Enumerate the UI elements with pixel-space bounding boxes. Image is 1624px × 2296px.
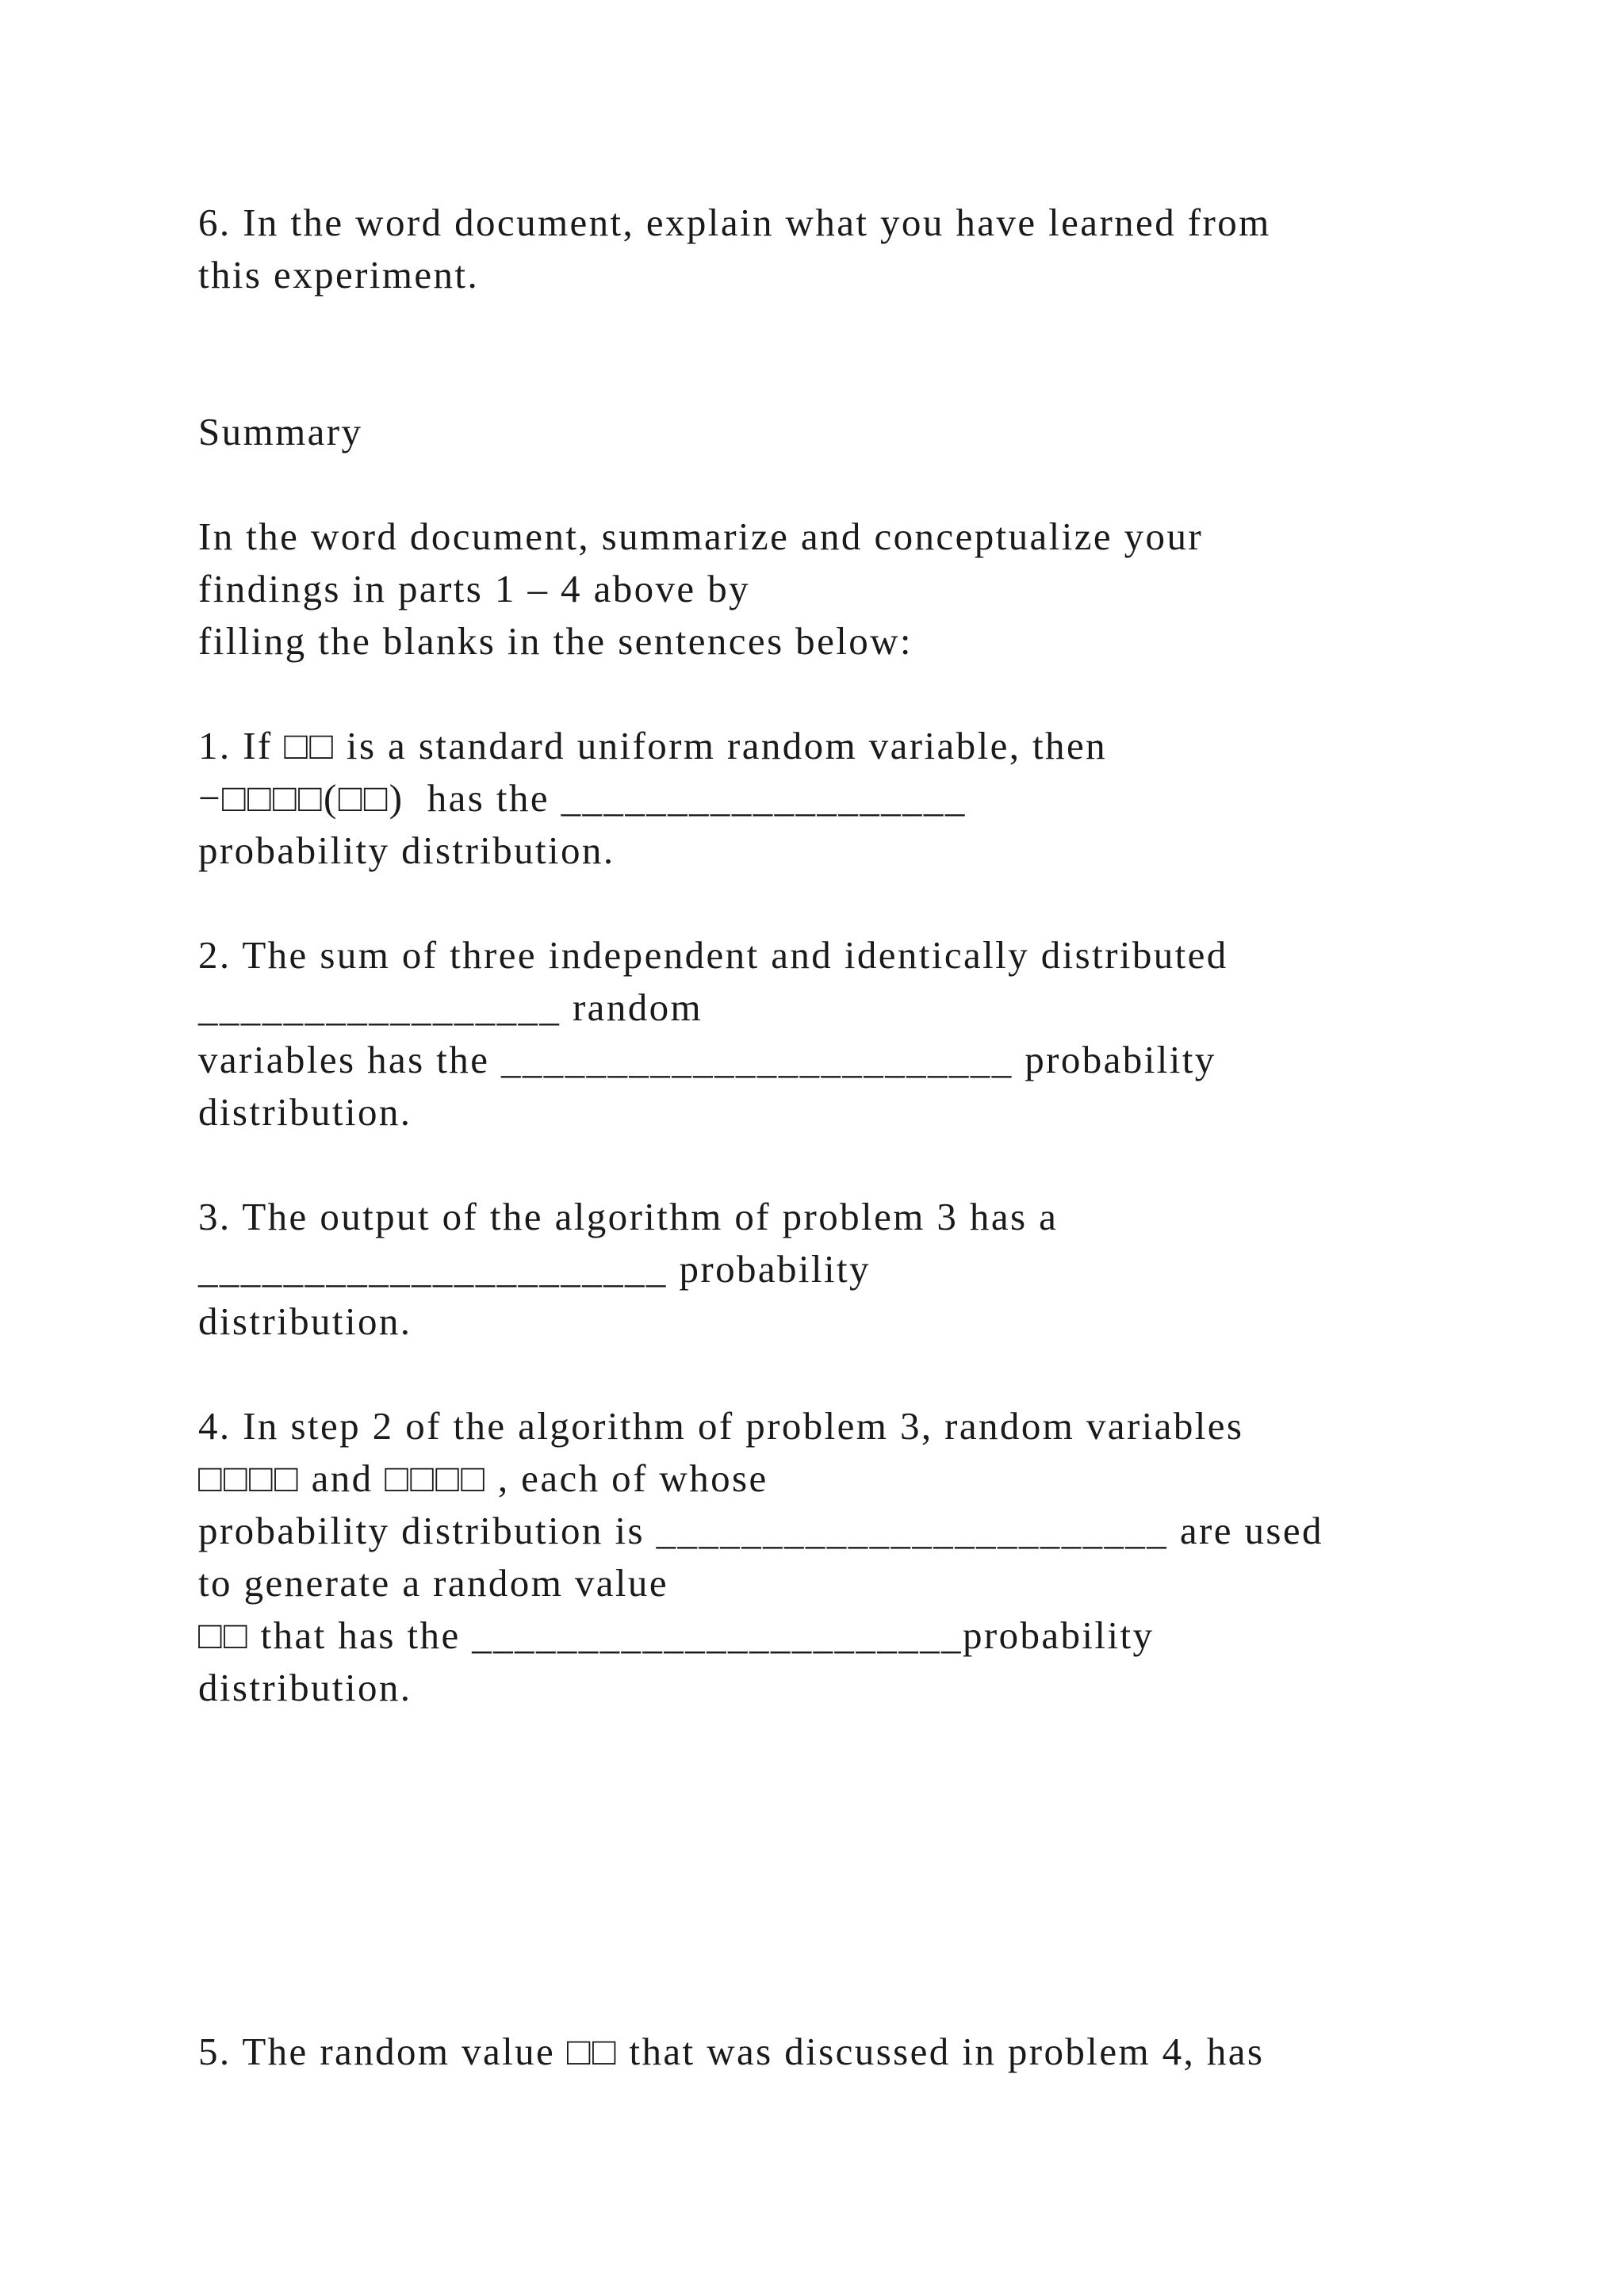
question-4-line-6: distribution.	[198, 1666, 412, 1709]
question-4-line-3: probability distribution is ________________________ are used	[198, 1509, 1323, 1552]
question-2-line-4: distribution.	[198, 1090, 412, 1134]
question-3-line-3: distribution.	[198, 1299, 412, 1343]
item6-line-1: 6. In the word document, explain what you have learned from	[198, 201, 1271, 244]
question-3-line-2: ______________________ probability	[198, 1247, 871, 1291]
question-4-line-4: to generate a random value	[198, 1561, 668, 1605]
intro-line-3: filling the blanks in the sentences below:	[198, 619, 913, 663]
question-4-line-5: □□ that has the _______________________probability	[198, 1613, 1155, 1657]
question-1-line-3: probability distribution.	[198, 828, 615, 872]
question-5-line-1: 5. The random value □□ that was discussed in problem 4, has	[198, 2030, 1265, 2073]
question-1-line-2: −□□□□(□□) has the ___________________	[198, 776, 967, 820]
item6-line-2: this experiment.	[198, 253, 480, 297]
question-2-line-2: _________________ random	[198, 985, 703, 1029]
question-4-line-1: 4. In step 2 of the algorithm of problem 3, random variables	[198, 1404, 1244, 1448]
question-4-line-2: □□□□ and □□□□ , each of whose	[198, 1456, 768, 1500]
intro-line-1: In the word document, summarize and conceptualize your	[198, 515, 1204, 558]
question-1-line-1: 1. If □□ is a standard uniform random variable, then	[198, 724, 1107, 767]
question-2-line-3: variables has the ________________________ probability	[198, 1038, 1216, 1081]
question-2-line-1: 2. The sum of three independent and identically distributed	[198, 933, 1228, 977]
intro-line-2: findings in parts 1 – 4 above by	[198, 567, 751, 610]
summary-heading: Summary	[198, 410, 363, 453]
question-3-line-1: 3. The output of the algorithm of problem 3 has a	[198, 1195, 1059, 1238]
